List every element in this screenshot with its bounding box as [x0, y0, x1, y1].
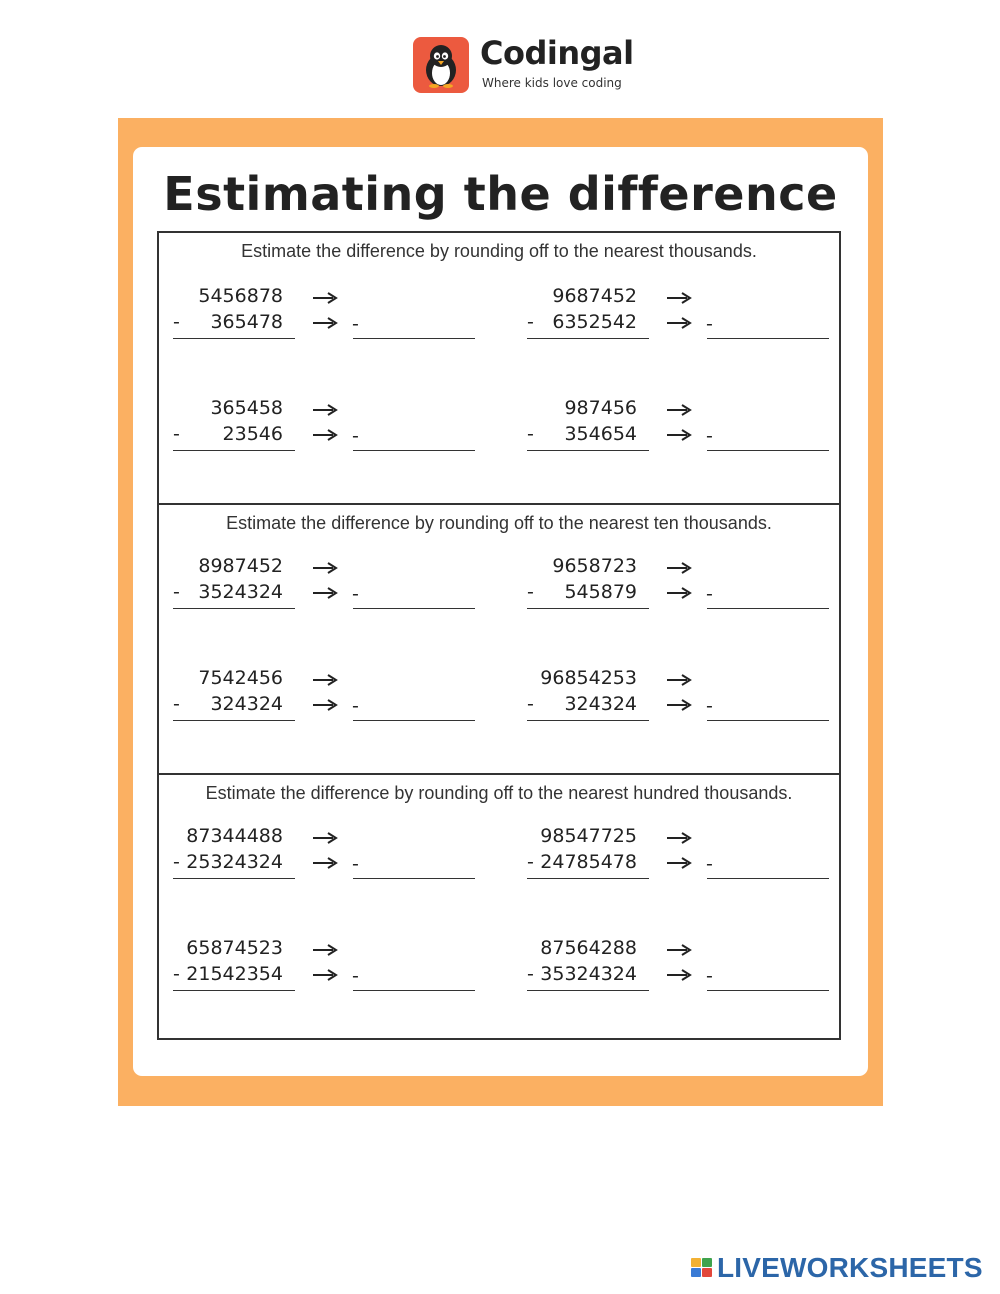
problem [513, 345, 823, 447]
liveworksheets-icon [691, 1258, 715, 1280]
minus-sign: - [706, 313, 713, 335]
subtrahend: 545879 [564, 581, 637, 603]
minus-sign: - [352, 853, 359, 875]
worksheet-card [133, 147, 868, 1076]
arrow-right-icon [313, 699, 339, 711]
minuend: 5456878 [198, 285, 283, 307]
arrow-right-icon [667, 857, 693, 869]
underline [527, 608, 649, 609]
arrow-right-icon [667, 944, 693, 956]
minuend: 65874523 [186, 937, 283, 959]
answer-blank[interactable] [353, 720, 475, 721]
problem [513, 773, 823, 875]
minus-sign: - [527, 311, 534, 333]
arrow-right-icon [667, 674, 693, 686]
problem [159, 345, 469, 447]
subtrahend: 3524324 [198, 581, 283, 603]
arrow-right-icon [313, 674, 339, 686]
worksheet-frame [118, 118, 883, 1106]
minuend: 8987452 [198, 555, 283, 577]
section-instruction: Estimate the difference by rounding off to the nearest ten thousands. [226, 513, 772, 533]
arrow-right-icon [667, 832, 693, 844]
arrow-right-icon [667, 587, 693, 599]
arrow-right-icon [313, 944, 339, 956]
problem [513, 615, 823, 717]
minus-sign: - [173, 311, 180, 333]
underline [527, 878, 649, 879]
problem [513, 233, 823, 335]
subtrahend: 365478 [210, 311, 283, 333]
arrow-right-icon [667, 562, 693, 574]
minus-sign: - [352, 425, 359, 447]
answer-blank[interactable] [707, 608, 829, 609]
problem [159, 885, 469, 987]
underline [173, 720, 295, 721]
answer-blank[interactable] [707, 878, 829, 879]
minus-sign: - [352, 965, 359, 987]
answer-blank[interactable] [353, 878, 475, 879]
problem-grid [157, 231, 841, 1040]
problem [513, 885, 823, 987]
minuend: 7542456 [198, 667, 283, 689]
codingal-logo [413, 34, 634, 95]
minuend: 9687452 [552, 285, 637, 307]
minuend: 87564288 [540, 937, 637, 959]
problem [159, 233, 469, 335]
underline [527, 720, 649, 721]
arrow-right-icon [313, 429, 339, 441]
subtrahend: 324324 [564, 693, 637, 715]
brand-name: Codingal [480, 34, 634, 72]
minuend: 987456 [564, 397, 637, 419]
underline [527, 990, 649, 991]
arrow-right-icon [313, 587, 339, 599]
section-thousands [159, 233, 839, 503]
arrow-right-icon [667, 969, 693, 981]
minus-sign: - [527, 423, 534, 445]
minus-sign: - [706, 695, 713, 717]
answer-blank[interactable] [353, 338, 475, 339]
section-instruction: Estimate the difference by rounding off to the nearest hundred thousands. [205, 783, 793, 803]
subtrahend: 35324324 [540, 963, 637, 985]
answer-blank[interactable] [353, 450, 475, 451]
minus-sign: - [352, 695, 359, 717]
minus-sign: - [706, 425, 713, 447]
minus-sign: - [173, 963, 180, 985]
underline [173, 990, 295, 991]
minuend: 98547725 [540, 825, 637, 847]
section-ten-thousands [159, 503, 839, 775]
answer-blank[interactable] [353, 990, 475, 991]
worksheet-title: Estimating the difference [163, 167, 838, 221]
subtrahend: 21542354 [186, 963, 283, 985]
underline [173, 878, 295, 879]
subtrahend: 25324324 [186, 851, 283, 873]
subtrahend: 6352542 [552, 311, 637, 333]
problem [513, 503, 823, 605]
liveworksheets-wordmark: LIVEWORKSHEETS [717, 1252, 983, 1283]
minus-sign: - [706, 853, 713, 875]
underline [527, 338, 649, 339]
arrow-right-icon [667, 292, 693, 304]
answer-blank[interactable] [353, 608, 475, 609]
minus-sign: - [173, 851, 180, 873]
section-instruction: Estimate the difference by rounding off to the nearest thousands. [241, 241, 757, 261]
minuend: 96854253 [540, 667, 637, 689]
arrow-right-icon [313, 404, 339, 416]
minus-sign: - [352, 313, 359, 335]
problem [159, 615, 469, 717]
arrow-right-icon [313, 832, 339, 844]
subtrahend: 354654 [564, 423, 637, 445]
minus-sign: - [527, 693, 534, 715]
minus-sign: - [706, 583, 713, 605]
arrow-right-icon [667, 317, 693, 329]
subtrahend: 23546 [222, 423, 283, 445]
problem [159, 503, 469, 605]
minus-sign: - [352, 583, 359, 605]
minus-sign: - [527, 851, 534, 873]
arrow-right-icon [313, 292, 339, 304]
answer-blank[interactable] [707, 450, 829, 451]
arrow-right-icon [667, 429, 693, 441]
underline [173, 338, 295, 339]
minus-sign: - [173, 423, 180, 445]
problem [159, 773, 469, 875]
minuend: 365458 [210, 397, 283, 419]
brand-tagline: Where kids love coding [482, 76, 622, 90]
minus-sign: - [527, 581, 534, 603]
arrow-right-icon [313, 317, 339, 329]
underline [173, 450, 295, 451]
minuend: 87344488 [186, 825, 283, 847]
answer-blank[interactable] [707, 720, 829, 721]
penguin-icon [413, 37, 469, 93]
section-hundred-thousands [159, 773, 839, 1045]
minus-sign: - [527, 963, 534, 985]
minus-sign: - [173, 581, 180, 603]
arrow-right-icon [313, 562, 339, 574]
underline [173, 608, 295, 609]
arrow-right-icon [667, 404, 693, 416]
minus-sign: - [706, 965, 713, 987]
arrow-right-icon [313, 969, 339, 981]
answer-blank[interactable] [707, 338, 829, 339]
subtrahend: 324324 [210, 693, 283, 715]
minus-sign: - [173, 693, 180, 715]
arrow-right-icon [667, 699, 693, 711]
minuend: 9658723 [552, 555, 637, 577]
arrow-right-icon [313, 857, 339, 869]
subtrahend: 24785478 [540, 851, 637, 873]
underline [527, 450, 649, 451]
answer-blank[interactable] [707, 990, 829, 991]
